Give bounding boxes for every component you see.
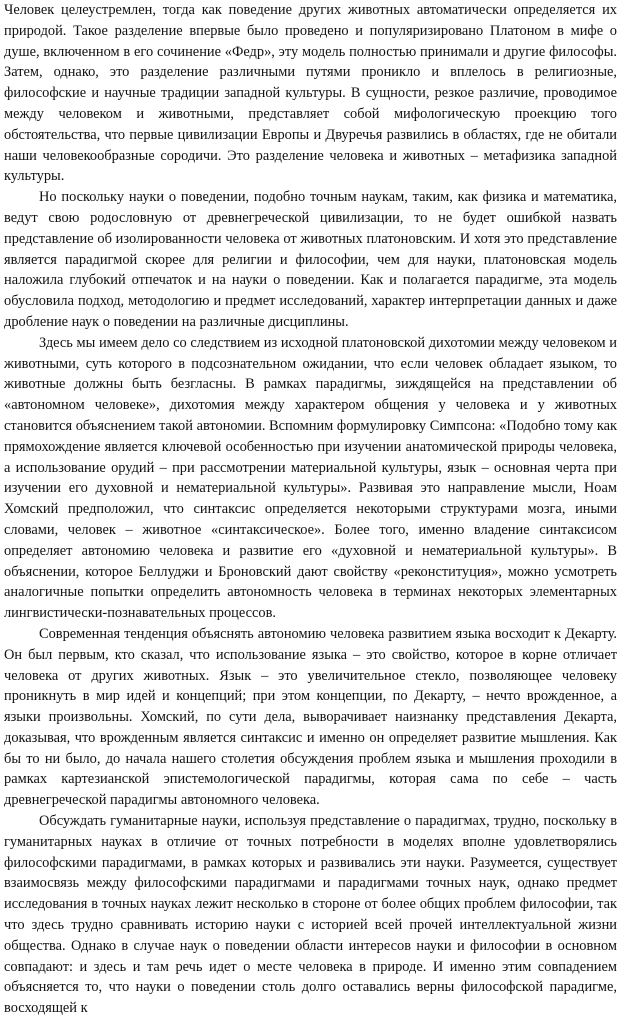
paragraph-1: Человек целеустремлен, тогда как поведение других животных автоматически определяется их природой. Такое разделение впервые было проведено и популяризировано Платоном в мифе о душе, включенном в его сочинение «Федр», эту модель полностью принимали и другие философы. Затем, однако, это разделение различными путями проникло и вплелось в религиозные, философские и научные традиции западной культуры. В сущности, резкое различие, проводимое между человеком и животными, представляет собой мифологическую проекцию того обстоятельства, что первые цивилизации Европы и Двуречья развились в областях, где не обитали наши человекообразные сородичи. Это разделение человека и животных – метафизика западной культуры. — [4, 2, 617, 185]
paragraph-2: Но поскольку науки о поведении, подобно точным наукам, таким, как физика и математика, ведут свою родословную от древнегреческой цивилизации, то не будет ошибкой назвать представление об изолированности человека от животных платоновским. И хотя это представление является парадигмой скорее для религии и философии, чем для науки, платоновская модель наложила глубокий отпечаток и на науки о поведении. Как и полагается парадигме, эта модель обусловила подход, методологию и предмет исследований, характер интерпретации данных и даже дробление наук о поведении на различные дисциплины. — [4, 189, 617, 330]
document-page — [4, 0, 617, 1019]
paragraph-5: Обсуждать гуманитарные науки, используя представление о парадигмах, трудно, поскольку в гуманитарных науках в отличие от точных потребности в моделях вполне удовлетворялись философскими парадигмами, в рамках которых и развивались эти науки. Разумеется, существует взаимосвязь между философскими парадигмами и парадигмами точных наук, однако предмет исследования в точных науках лежит несколько в стороне от более общих проблем философии, так что здесь трудно сравнивать историю науки с историей всей прочей интеллектуальной жизни общества. Однако в случае наук о поведении области интересов науки и философии в основном совпадают: и здесь и там речь идет о месте человека в природе. И именно этим совпадением объясняется то, что науки о поведении столь долго оставались верны философской парадигме, восходящей к — [4, 813, 617, 1017]
paragraph-4: Современная тенденция объяснять автономию человека развитием языка восходит к Декарту. Он был первым, кто сказал, что использование языка – это свойство, которое в корне отличает человека от других животных. Язык – это увеличительное стекло, позволяющее человеку проникнуть в мир идей и концепций; при этом концепции, по Декарту, – нечто врожденное, а языки произвольны. Хомский, по сути дела, выворачивает наизнанку представления Декарта, доказывая, что врожденным является синтаксис и именно он определяет развитие мышления. Как бы то ни было, до начала нашего столетия обсуждения проблем языка и мышления проходили в рамках картезианской эпистемологической парадигмы, которая сама по себе – часть древнегреческой парадигмы автономного человека. — [4, 625, 617, 809]
paragraph-3: Здесь мы имеем дело со следствием из исходной платоновской дихотомии между человеком и животными, суть которого в подсознательном ожидании, что если человек обладает языком, то животные должны быть безгласны. В рамках парадигмы, зиждящейся на представлении об «автономном человеке», дихотомия между характером общения у человека и у животных становится объяснением такой автономии. Вспомним формулировку Симпсона: «Подобно тому как прямохождение является ключевой особенностью при изучении анатомической природы человека, а использование орудий – при рассмотрении материальной культуры, язык – основная черта при изучении его духовной и нематериальной культуры». Развивая это направление мысли, Ноам Хомский предположил, что синтаксис определяется некоторыми структурами мозга, иными словами, человек – животное «синтаксическое». Более того, именно владение синтаксисом определяет автономию человека и развитие его «духовной и нематериальной культуры». В объяснении, которое Беллуджи и Броновский дают свойству «реконституция», можно усмотреть аналогичные попытки определить автономность человека в терминах некоторых элементарных лингвистически-познавательных процессов. — [4, 334, 617, 622]
